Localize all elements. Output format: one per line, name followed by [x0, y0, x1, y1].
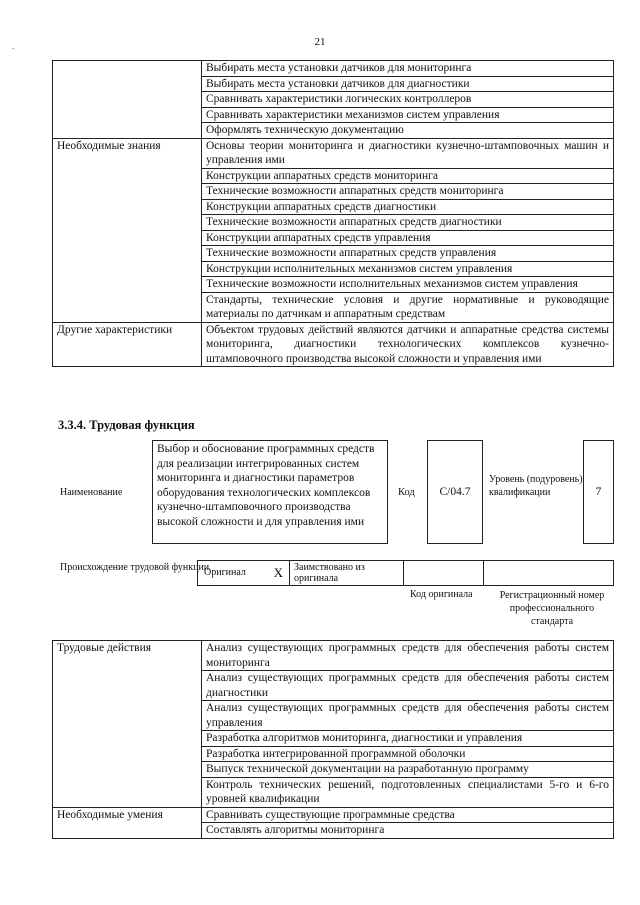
table-row: [53, 61, 614, 77]
requirements-table-bottom: [52, 640, 614, 839]
row-label: Другие характеристики: [53, 322, 202, 367]
row-item: Технические возможности аппаратных средств мониторинга: [202, 184, 614, 200]
row-item: Сравнивать существующие программные средства: [202, 807, 614, 823]
origin-row: [197, 560, 614, 586]
row-label: [53, 61, 202, 139]
original-cell: [198, 561, 290, 585]
row-item: Анализ существующих программных средств для обеспечения работы систем управления: [202, 701, 614, 731]
row-item: Основы теории мониторинга и диагностики кузнечно-штамповочных машин и управления ими: [202, 138, 614, 168]
original-checkmark: X: [273, 565, 283, 580]
row-item: Технические возможности исполнительных механизмов систем управления: [202, 277, 614, 293]
row-item: Объектом трудовых действий являются датчики и аппаратные средства системы мониторинга, диагностики технологических комплексов кузнечно-штамповочного производства высокой сложности и управления ими: [202, 322, 614, 367]
table-row: [53, 138, 614, 168]
code-original-label: Код оригинала: [410, 589, 473, 600]
row-item: Разработка алгоритмов мониторинга, диагностики и управления: [202, 731, 614, 747]
row-item: Анализ существующих программных средств для обеспечения работы систем диагностики: [202, 671, 614, 701]
row-item: Конструкции аппаратных средств мониторинга: [202, 168, 614, 184]
row-label: Необходимые умения: [53, 807, 202, 838]
code-original-cell: [404, 561, 484, 585]
row-label: Необходимые знания: [53, 138, 202, 322]
original-label: Оригинал: [204, 567, 246, 578]
row-item: Стандарты, технические условия и другие нормативные и руководящие материалы по датчикам и аппаратным средствам: [202, 292, 614, 322]
row-item: Технические возможности аппаратных средств управления: [202, 246, 614, 262]
row-item: Разработка интегрированной программной оболочки: [202, 746, 614, 762]
function-code-value: C/04.7: [427, 440, 483, 544]
row-item: Конструкции аппаратных средств управления: [202, 230, 614, 246]
table-row: [53, 322, 614, 367]
borrowed-cell: Заимствовано из оригинала: [290, 561, 404, 585]
row-item: Конструкции исполнительных механизмов систем управления: [202, 261, 614, 277]
row-item: Технические возможности аппаратных средств диагностики: [202, 215, 614, 231]
row-item: Составлять алгоритмы мониторинга: [202, 823, 614, 839]
reg-number-cell: [484, 561, 613, 585]
section-heading: 3.3.4. Трудовая функция: [58, 418, 195, 432]
reg-number-label: Регистрационный номер профессионального стандарта: [499, 590, 605, 627]
code-label: Код: [398, 487, 415, 498]
name-label: Наименование: [60, 487, 123, 498]
origin-label: Происхождение трудовой функции: [60, 562, 210, 573]
row-item: Оформлять техническую документацию: [202, 123, 614, 139]
table-row: [53, 641, 614, 671]
row-item: Конструкции аппаратных средств диагностики: [202, 199, 614, 215]
row-item: Сравнивать характеристики механизмов систем управления: [202, 107, 614, 123]
level-label: Уровень (подуровень) квалификации: [489, 474, 583, 498]
row-item: Выпуск технической документации на разработанную программу: [202, 762, 614, 778]
row-item: Выбирать места установки датчиков для диагностики: [202, 76, 614, 92]
row-item: Контроль технических решений, подготовленных специалистами 5-го и 6-го уровней квалификации: [202, 777, 614, 807]
requirements-table-top: [52, 60, 614, 367]
row-label: Трудовые действия: [53, 641, 202, 808]
row-item: Выбирать места установки датчиков для мониторинга: [202, 61, 614, 77]
row-item: Анализ существующих программных средств для обеспечения работы систем мониторинга: [202, 641, 614, 671]
table-row: [53, 807, 614, 823]
function-name-value: Выбор и обоснование программных средств для реализации интегрированных систем мониторинга и диагностики параметров оборудования технологических комплексов кузнечно-штамповочного производства высокой сложности и для управления ими: [152, 440, 388, 544]
level-value: 7: [583, 440, 614, 544]
row-item: Сравнивать характеристики логических контроллеров: [202, 92, 614, 108]
page-number: 21: [314, 36, 326, 48]
scan-mark: -: [12, 44, 15, 53]
